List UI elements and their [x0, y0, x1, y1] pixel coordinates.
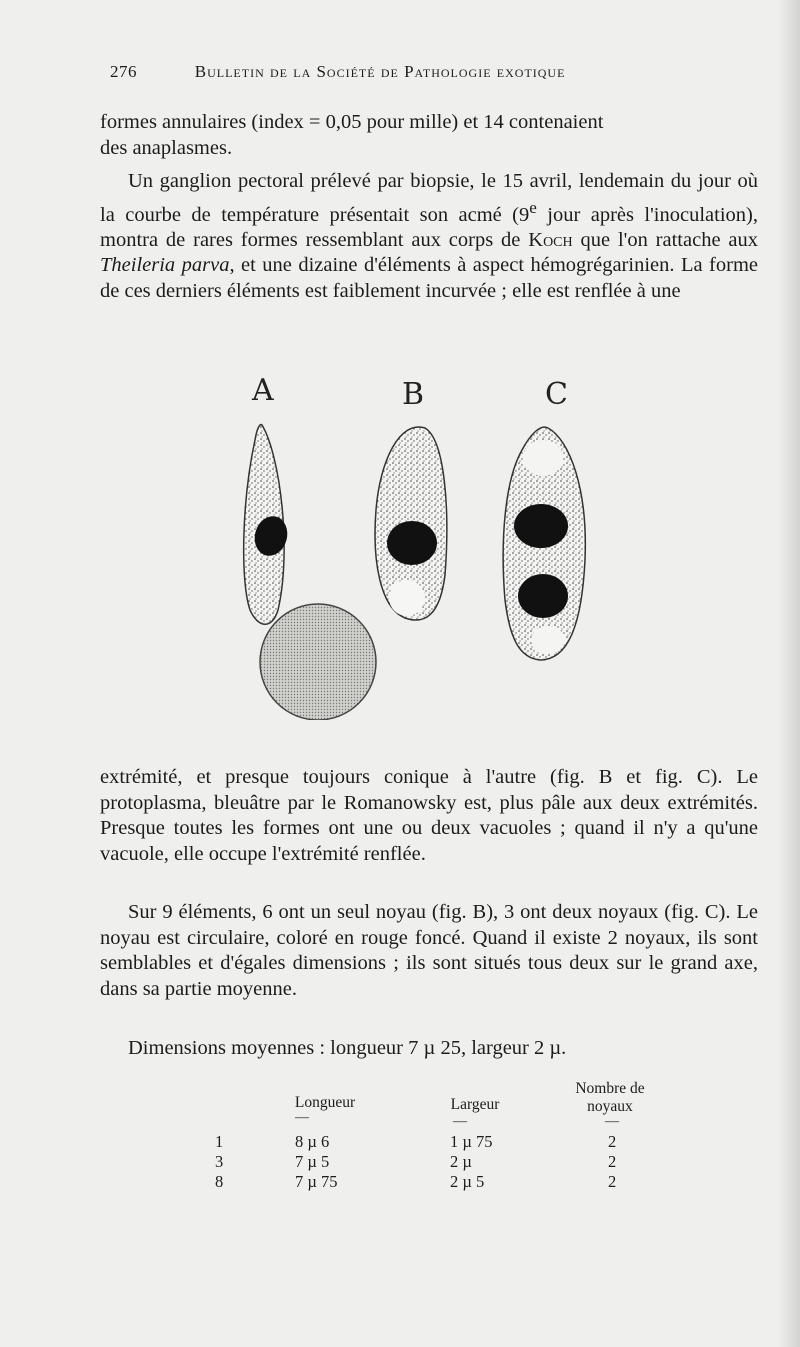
- vacuole-c-top: [523, 440, 563, 476]
- running-header: [110, 62, 710, 82]
- header-dash: —: [453, 1114, 467, 1129]
- vacuole-c-bottom: [531, 626, 565, 654]
- header-dash: —: [605, 1114, 619, 1129]
- page-number: 276: [110, 62, 137, 81]
- nucleus-b: [387, 521, 437, 565]
- figure-parasites: [200, 360, 620, 720]
- paragraph-anaplasmes: [100, 110, 758, 304]
- page-edge-shadow: [778, 0, 800, 1347]
- header-nombre-noyaux: Nombre de noyaux: [575, 1080, 645, 1115]
- figure-label-b: B: [402, 377, 425, 412]
- nucleus-c-1: [514, 504, 568, 548]
- paragraph-dimensions: Dimensions moyennes : longueur 7 µ 25, largeur 2 µ.: [128, 1037, 567, 1059]
- header-largeur: Largeur: [450, 1096, 500, 1113]
- figure-label-c: C: [545, 377, 568, 412]
- red-blood-cell: [260, 604, 376, 720]
- figure-label-a: A: [252, 373, 274, 408]
- table-row: 3 7 µ 5 2 µ 2: [215, 1152, 617, 1171]
- paragraph-line: des anaplasmes.: [100, 136, 233, 159]
- parasite-b: [375, 427, 447, 620]
- header-dash: —: [295, 1110, 309, 1125]
- paragraph-ganglion: Un ganglion pectoral prélevé par biopsie, le 15 avril, lendemain du jour où la courbe de température présentait son acmé (9e jour après l'inoculation), montra de rares formes ressemblant aux corps de Koch que l'on rattache aux Theileria parva, et une dizaine d'éléments à aspect hémogrégarinien. La forme de ces derniers éléments est faiblement incurvée ; elle est renflée à une: [100, 170, 759, 302]
- header-longueur: Longueur: [294, 1094, 356, 1111]
- journal-title: Bulletin de la Société de Pathologie exotique: [194, 62, 566, 81]
- table-row: 8 7 µ 75 2 µ 5 2: [215, 1172, 617, 1191]
- table-row: 1 8 µ 6 1 µ 75 2: [215, 1132, 617, 1151]
- paragraph-elements: Sur 9 éléments, 6 ont un seul noyau (fig. B), 3 ont deux noyaux (fig. C). Le noyau est circulaire, coloré en rouge foncé. Quand il existe 2 noyaux, ils sont semblables et d'égales dimensions ; ils sont situés tous deux sur le grand axe, dans sa partie moyenne.: [100, 901, 758, 1000]
- parasite-a: [244, 425, 292, 625]
- paragraph-line: formes annulaires (index = 0,05 pour mille) et 14 contenaient: [100, 111, 604, 133]
- vacuole-b: [389, 580, 425, 616]
- nucleus-c-2: [518, 574, 568, 618]
- parasite-c: [503, 427, 585, 660]
- paragraph-extremite: extrémité, et presque toujours conique à l'autre (fig. B et fig. C). Le protoplasma, bleuâtre par le Romanowsky est, plus pâle aux deux extrémités. Presque toutes les formes ont une ou deux vacuoles ; quand il n'y a qu'une vacuole, elle occupe l'extrémité renflée.: [100, 766, 758, 865]
